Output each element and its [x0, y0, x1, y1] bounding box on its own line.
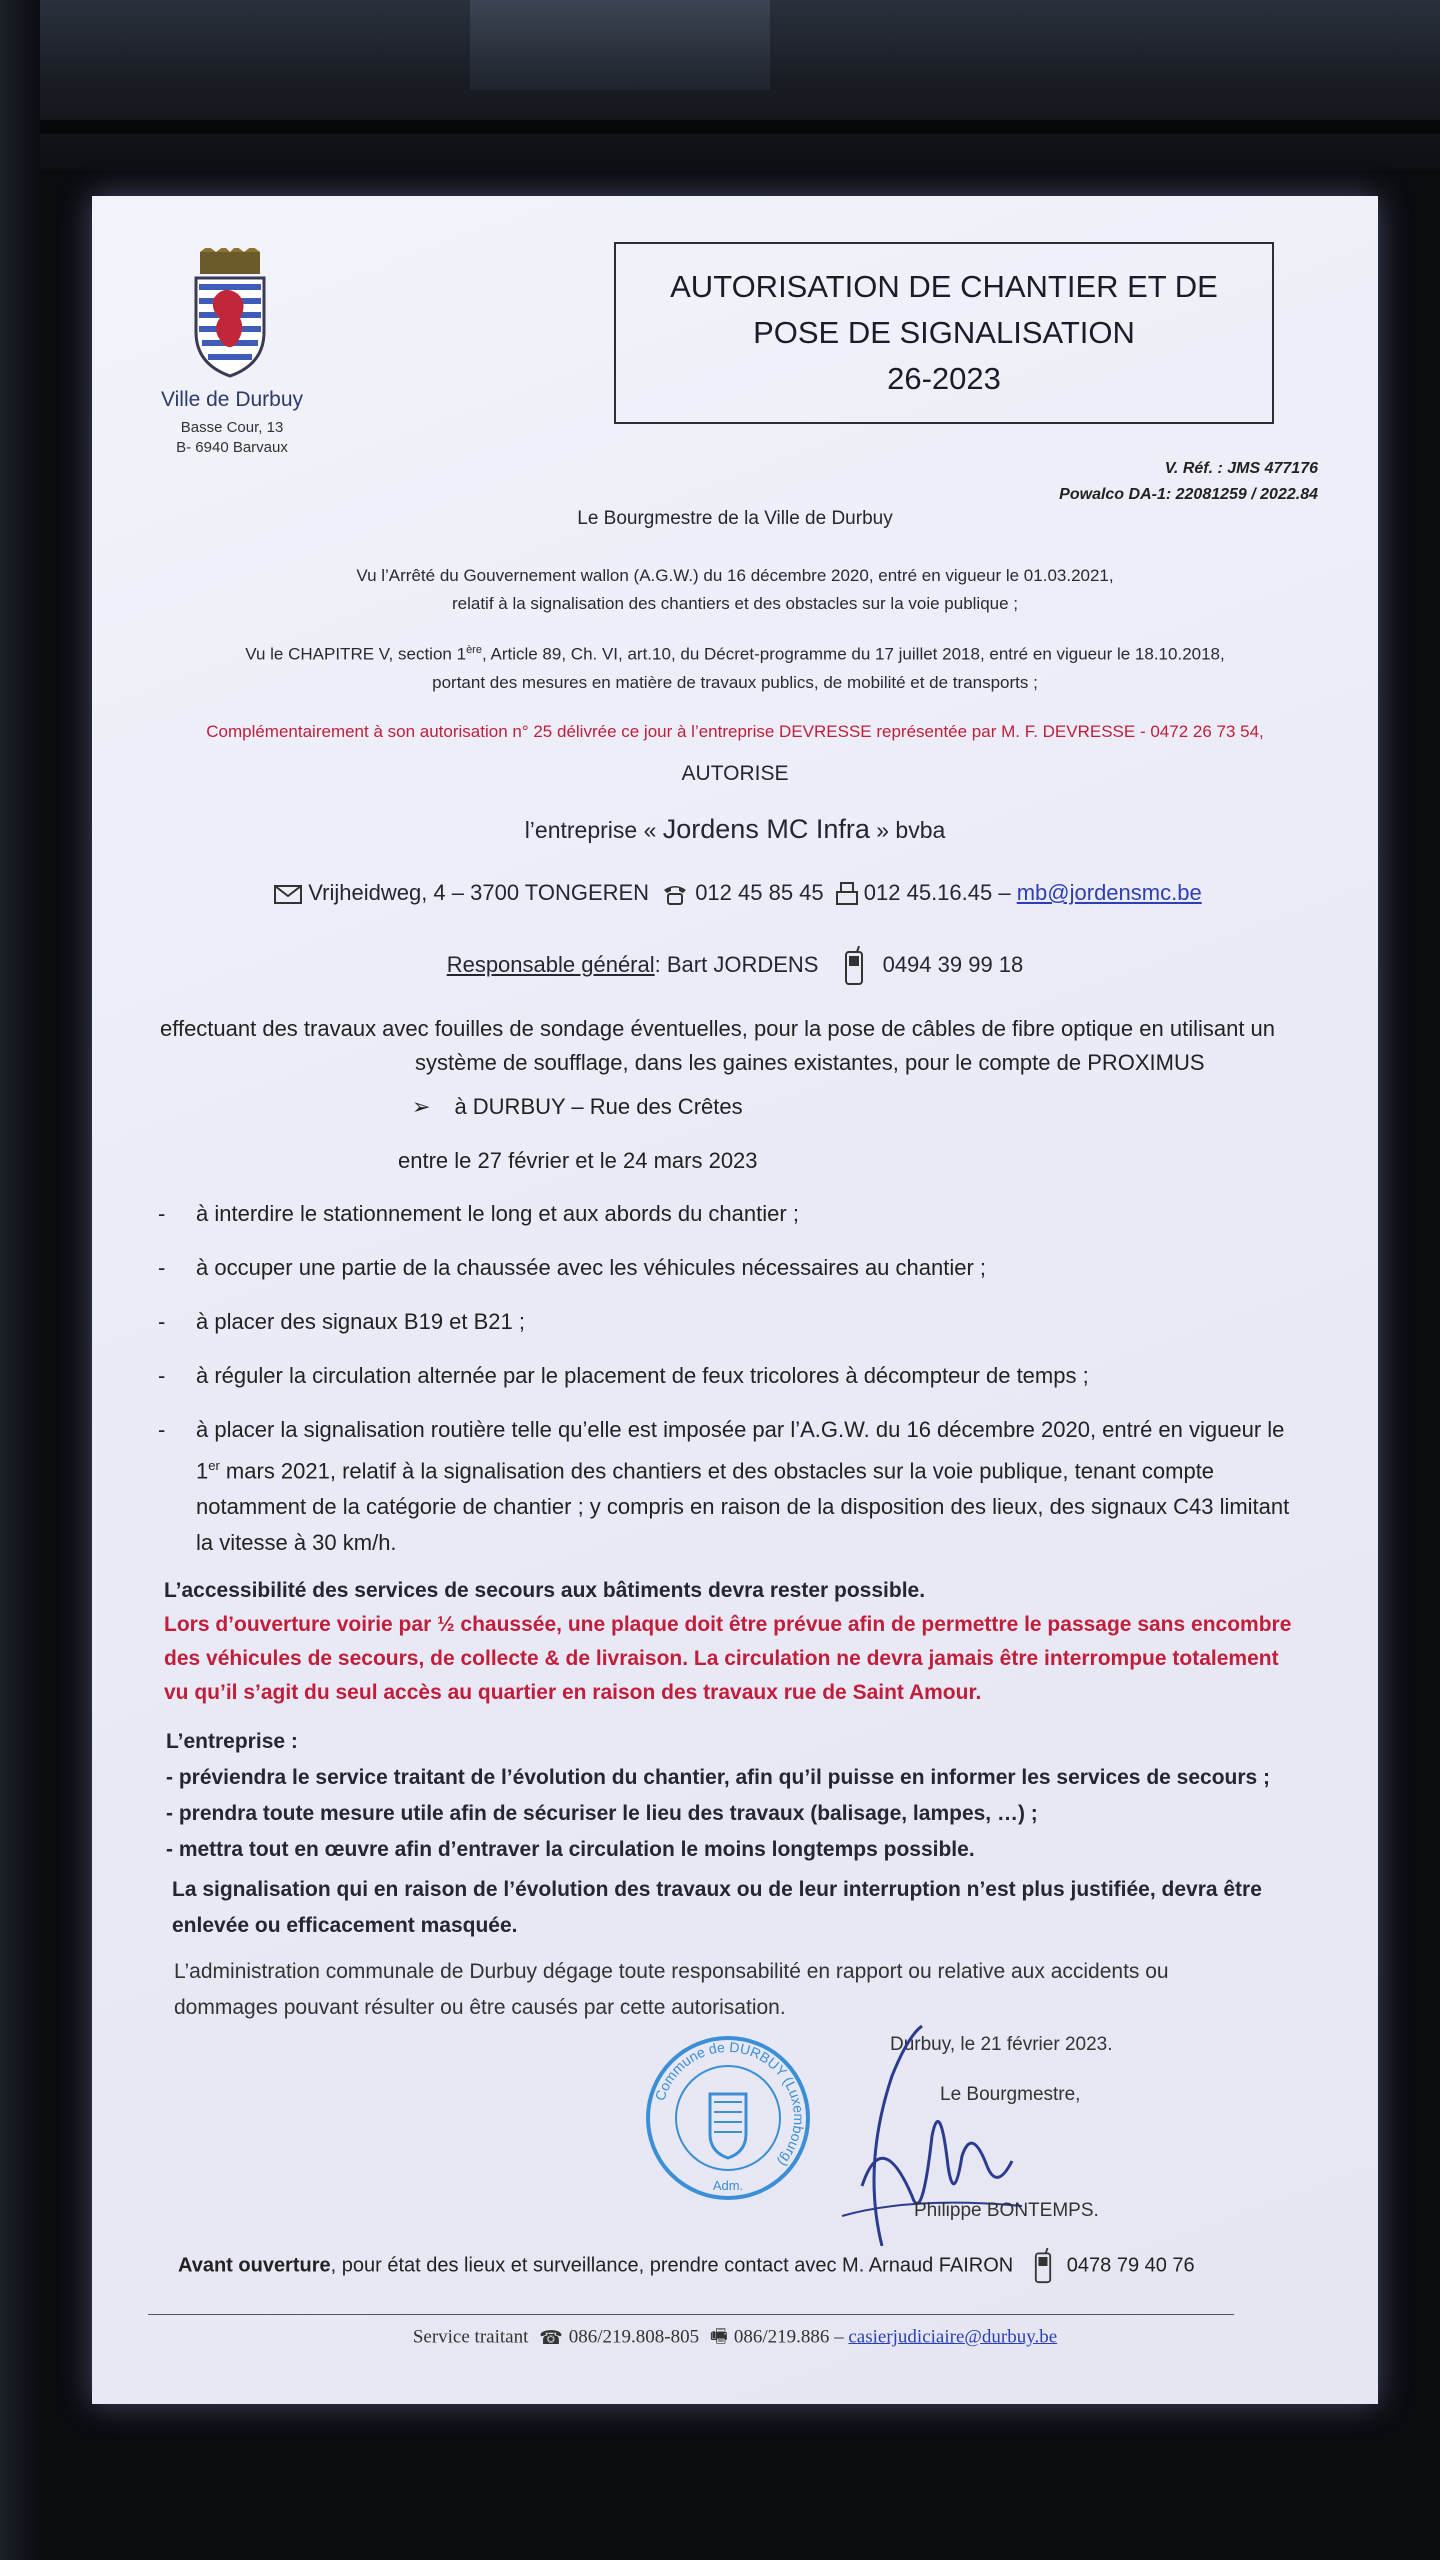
entreprise-item-3: - mettra tout en œuvre afin d’entraver la circulation le moins longtemps possible.: [166, 1838, 975, 1861]
manager-label: Responsable général: [446, 951, 655, 977]
company-contact: [132, 880, 1338, 906]
footer-service: Service traitant: [412, 2326, 529, 2348]
list-item: [158, 1358, 1318, 1394]
title-line1: AUTORISATION DE CHANTIER ET DE: [670, 269, 1218, 304]
legal-basis-2-part1: Vu le CHAPITRE V, section 1: [245, 644, 467, 664]
mobile-phone-icon: [1033, 2248, 1053, 2284]
bullet-5-text: [196, 1412, 1318, 1561]
fax-icon: [836, 882, 858, 906]
access-red3: vu qu’il s’agit du seul accès au quartier en raison des travaux rue de Saint Amour.: [164, 1681, 982, 1704]
entreprise-heading: L’entreprise :: [166, 1730, 298, 1753]
address-line1: Basse Cour, 13: [180, 419, 284, 436]
bourgmestre-heading: Le Bourgmestre de la Ville de Durbuy: [577, 508, 893, 529]
footer-fax: 086/219.886 –: [733, 2326, 844, 2348]
legal-basis-1: [132, 562, 1338, 618]
bullet-5-line4: la vitesse à 30 km/h.: [196, 1530, 397, 1556]
legal-basis-2-sup: ère: [466, 644, 482, 656]
bullet-5-line2-pre: 1: [196, 1458, 209, 1484]
official-stamp: [644, 2034, 812, 2202]
manager-line: [132, 946, 1338, 986]
bullet-5-line2: mars 2021, relatif à la signalisation des chantiers et des obstacles sur la voie publique, tenant compte: [219, 1458, 1215, 1484]
autorise-heading: AUTORISE: [681, 762, 789, 785]
address-line2: B- 6940 Barvaux: [176, 439, 288, 456]
city-name: Ville de Durbuy: [160, 388, 304, 411]
stamp-text: Commune de DURBUY (Luxembourg): [651, 2038, 808, 2170]
location-text: à DURBUY – Rue des Crêtes: [454, 1094, 743, 1119]
footer: [132, 2322, 1338, 2354]
reference-vref: V. Réf. : JMS 477176: [1164, 460, 1318, 477]
manager-phone: 0494 39 99 18: [882, 951, 1024, 977]
bullet-5-sup: er: [208, 1458, 220, 1473]
bullet-5-line3: notamment de la catégorie de chantier ; y compris en raison de la disposition des lieux, des signaux C43 limitant: [196, 1494, 1290, 1520]
list-item: [158, 1250, 1318, 1286]
disclaimer-line1: L’administration communale de Durbuy dégage toute responsabilité en rapport ou relative aux accidents ou: [174, 1960, 1169, 1983]
city-address: [140, 418, 324, 458]
legal-basis-1-line1: Vu l’Arrêté du Gouvernement wallon (A.G.W.) du 16 décembre 2020, entré en vigueur le 01.03.2021,: [356, 566, 1114, 585]
company-phone: 012 45 85 45: [695, 880, 824, 905]
access-red1: Lors d’ouverture voirie par ½ chaussée, une plaque doit être prévue afin de permettre le passage sans encombre: [164, 1613, 1292, 1636]
telephone-icon: ☎: [539, 2327, 563, 2349]
list-dash: -: [158, 1363, 166, 1388]
stamp-text-bottom: Adm.: [712, 2178, 744, 2193]
signalisation-line1: La signalisation qui en raison de l’évolution des travaux ou de leur interruption n’est plus justifiée, devra être: [172, 1878, 1262, 1901]
footer-phone: 086/219.808-805: [568, 2326, 700, 2348]
disclaimer-line2: dommages pouvant résulter ou être causés par cette autorisation.: [174, 1996, 786, 2019]
arrow-bullet-icon: ➢: [412, 1094, 431, 1119]
company-line: [132, 814, 1338, 845]
manager-name: : Bart JORDENS: [654, 951, 819, 977]
legal-basis-2-part2: , Article 89, Ch. VI, art.10, du Décret-programme du 17 juillet 2018, entré en vigueur le 18.10.2018,: [481, 644, 1225, 664]
opening-text: , pour état des lieux et surveillance, prendre contact avec M. Arnaud FAIRON: [330, 2254, 1014, 2277]
bullet-3-text: à placer des signaux B19 et B21 ;: [196, 1309, 525, 1334]
entreprise-item-1: - préviendra le service traitant de l’évolution du chantier, afin qu’il puisse en informer les services de secours ;: [166, 1766, 1271, 1789]
company-address: Vrijheidweg, 4 – 3700 TONGEREN: [308, 880, 650, 905]
footer-divider: [148, 2314, 1234, 2315]
legal-basis-1-line2: relatif à la signalisation des chantiers et des obstacles sur la voie publique ;: [451, 594, 1019, 613]
list-dash: -: [158, 1255, 166, 1280]
company-prefix: l’entreprise «: [524, 817, 657, 843]
bullet-5-line1: à placer la signalisation routière telle qu’elle est imposée par l’A.G.W. du 16 décembre 2020, entré en vigueur le: [196, 1417, 1285, 1442]
title-number: 26-2023: [887, 361, 1001, 396]
reference-powalco: Powalco DA-1: 22081259 / 2022.84: [1059, 486, 1318, 503]
opening-phone: 0478 79 40 76: [1066, 2254, 1195, 2277]
display-frame-bar: [0, 120, 1440, 134]
display-frame-left: [0, 0, 40, 2560]
entreprise-section: [166, 1724, 1326, 1868]
signalisation-line2: enlevée ou efficacement masquée.: [172, 1914, 518, 1937]
company-fax: 012 45.16.45 –: [863, 880, 1011, 905]
bullet-2-text: à occuper une partie de la chaussée avec les véhicules nécessaires au chantier ;: [196, 1255, 987, 1280]
disclaimer-section: [174, 1954, 1324, 2026]
entreprise-item-2: - prendra toute mesure utile afin de sécuriser le lieu des travaux (balisage, lampes, …) ;: [166, 1802, 1038, 1825]
title-line2: POSE DE SIGNALISATION: [753, 315, 1135, 350]
legal-basis-2-line2: portant des mesures en matière de travaux publics, de mobilité et de transports ;: [432, 672, 1038, 692]
signatory-name: Philippe BONTEMPS.: [914, 2200, 1099, 2221]
telephone-icon: [661, 882, 689, 906]
notice-document: [92, 196, 1378, 2404]
bullet-4-text: à réguler la circulation alternée par le placement de feux tricolores à décompteur de temps ;: [196, 1363, 1089, 1388]
company-email-link[interactable]: mb@jordensmc.be: [1016, 880, 1202, 905]
works-description: [160, 1012, 1320, 1080]
city-crest-icon: [190, 248, 270, 380]
list-dash: -: [158, 1309, 166, 1334]
signature-role: Le Bourgmestre,: [940, 2084, 1081, 2105]
access-line1: L’accessibilité des services de secours aux bâtiments devra rester possible.: [164, 1579, 926, 1602]
works-location: [412, 1094, 743, 1120]
works-line2: système de soufflage, dans les gaines existantes, pour le compte de PROXIMUS: [415, 1050, 1205, 1075]
opening-contact: [178, 2248, 1195, 2284]
bullet-1-text: à interdire le stationnement le long et aux abords du chantier ;: [196, 1201, 799, 1226]
glass-reflection: [470, 0, 770, 90]
list-item: [158, 1196, 1318, 1232]
access-red2: des véhicules de secours, de collecte & de livraison. La circulation ne devra jamais être interrompue totalement: [164, 1647, 1279, 1670]
list-dash: -: [158, 1417, 166, 1442]
list-item: [158, 1304, 1318, 1340]
legal-basis-2: [132, 636, 1338, 697]
company-suffix: » bvba: [876, 817, 946, 843]
list-dash: -: [158, 1201, 166, 1226]
signalisation-section: [172, 1872, 1322, 1944]
signature-date: Durbuy, le 21 février 2023.: [890, 2034, 1113, 2055]
works-line1: effectuant des travaux avec fouilles de sondage éventuelles, pour la pose de câbles de fibre optique en utilisant un: [160, 1016, 1276, 1041]
footer-email-link[interactable]: casierjudiciaire@durbuy.be: [848, 2326, 1058, 2348]
complement-notice: Complémentairement à son autorisation n° 25 délivrée ce jour à l’entreprise DEVRESSE représentée par M. F. DEVRESSE - 0472 26 73 54,: [206, 722, 1264, 741]
list-item: [158, 1412, 1318, 1562]
works-period: entre le 27 février et le 24 mars 2023: [398, 1148, 758, 1173]
mobile-phone-icon: [843, 946, 865, 986]
envelope-icon: [274, 883, 302, 905]
document-title-box: [614, 242, 1274, 424]
fax-icon: 🖷: [709, 2326, 728, 2347]
company-name: Jordens MC Infra: [662, 814, 870, 844]
access-section: [164, 1574, 1324, 1710]
opening-label: Avant ouverture: [178, 2254, 331, 2277]
